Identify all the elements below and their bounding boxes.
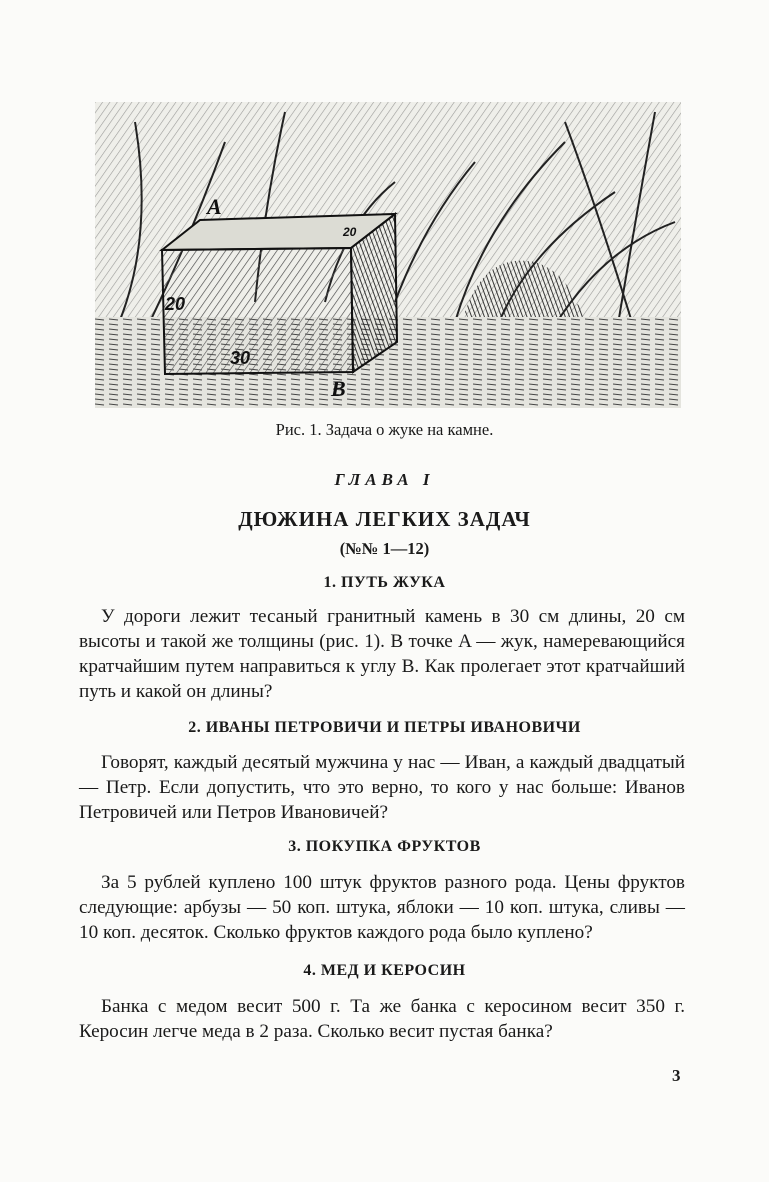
chapter-label: ГЛАВА I xyxy=(334,470,435,489)
problem-1-text: У дороги лежит тесаный гранитный камень в 30 см длины, 20 см высоты и такой же толщины (рис. 1). В точке A — жук, намеревающийся кратчайшим путем направиться к углу B. Как пролегает этот кратчайший путь и какой он длины? xyxy=(79,606,685,702)
length-label: 30 xyxy=(230,348,251,368)
figure-beetle-on-stone xyxy=(95,102,681,408)
problem-3-title: 3. ПОКУПКА ФРУКТОВ xyxy=(288,838,481,855)
problem-1-title: 1. ПУТЬ ЖУКА xyxy=(323,574,446,591)
chapter-range: (№№ 1—12) xyxy=(339,539,430,558)
height-label: 20 xyxy=(165,294,186,314)
figure-caption: Рис. 1. Задача о жуке на камне. xyxy=(275,420,494,439)
point-a-label: A xyxy=(207,194,222,219)
stone-front-face xyxy=(162,248,353,374)
page-number: 3 xyxy=(672,1066,681,1085)
point-b-label: B xyxy=(331,376,346,401)
width-label: 20 xyxy=(343,225,357,239)
chapter-title: ДЮЖИНА ЛЕГКИХ ЗАДАЧ xyxy=(238,507,531,531)
problem-4-title: 4. МЕД И КЕРОСИН xyxy=(303,962,466,979)
problem-2-title: 2. ИВАНЫ ПЕТРОВИЧИ И ПЕТРЫ ИВАНОВИЧИ xyxy=(188,719,581,736)
problem-2-text: Говорят, каждый десятый мужчина у нас — Иван, а каждый двадцатый — Петр. Если допустить, что это верно, то кого у нас больше: Иванов Петровичей или Петров Ивановичей? xyxy=(79,752,685,823)
stone-illustration xyxy=(95,102,681,408)
problem-3-text: За 5 рублей куплено 100 штук фруктов разного рода. Цены фруктов следующие: арбузы — 50 коп. штука, яблоки — 10 коп. штука, сливы — 10 коп. десяток. Сколько фруктов каждого рода было куплено? xyxy=(79,872,685,943)
problem-4-text: Банка с медом весит 500 г. Та же банка с керосином весит 350 г. Керосин легче меда в 2 раза. Сколько весит пустая банка? xyxy=(79,996,685,1042)
